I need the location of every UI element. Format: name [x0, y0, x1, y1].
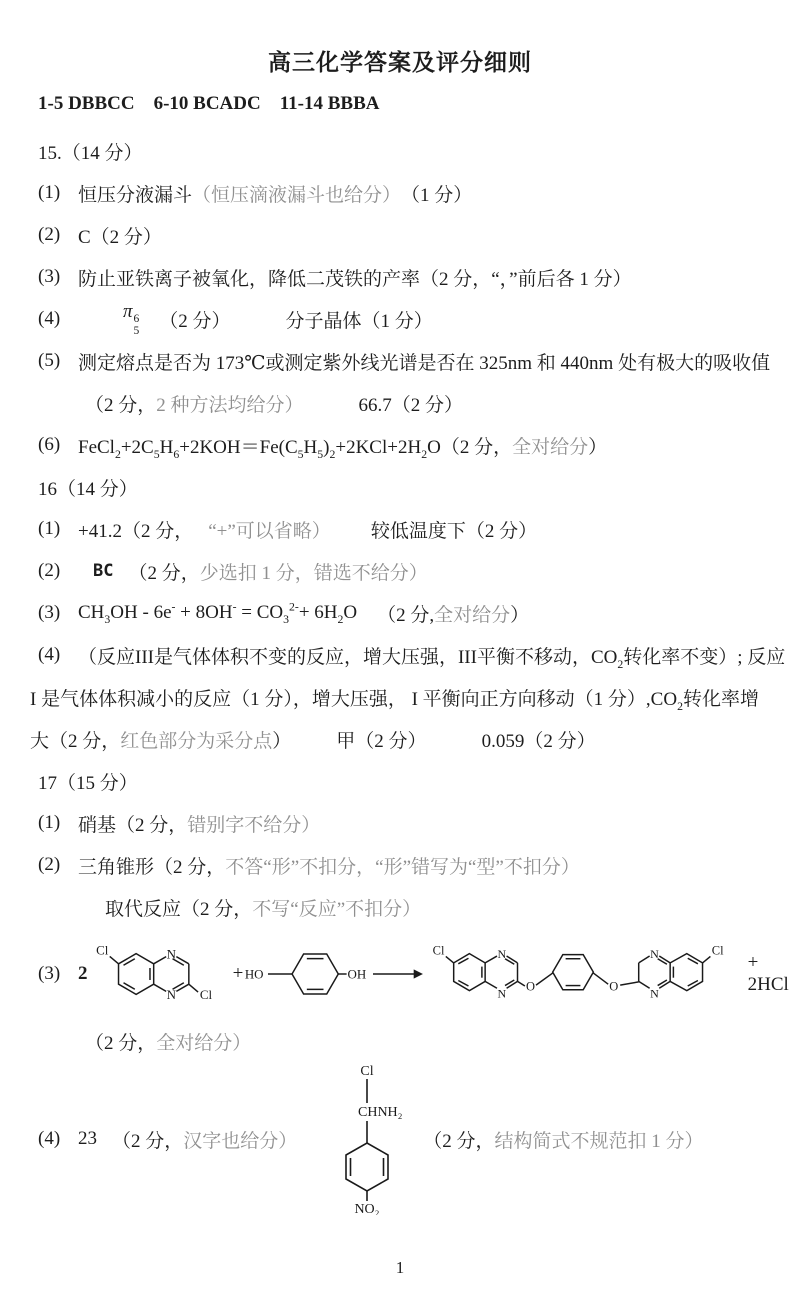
item-number: (4)	[38, 308, 61, 329]
answer-text: 大（2 分，	[30, 730, 121, 752]
q15-item-6	[0, 424, 800, 466]
nitrogen-atom: N	[497, 986, 507, 1001]
chlorine-atom: Cl	[199, 986, 212, 1002]
q15-item-2	[0, 214, 800, 256]
q17-header: 17（15 分）	[38, 772, 138, 794]
score-text: （2 分,	[377, 604, 435, 626]
central-benzene-ring	[553, 955, 594, 990]
score-close: ）	[272, 730, 292, 752]
left-quinoxaline	[433, 944, 518, 1001]
grading-note: 2 种方法均给分）	[156, 394, 304, 416]
plus-sign: +	[232, 963, 244, 984]
q17-item-4	[0, 1062, 800, 1216]
item-number: (5)	[38, 350, 61, 371]
item-number: (4)	[38, 1128, 61, 1149]
item-number: (2)	[38, 224, 61, 245]
chlorine-atom: Cl	[360, 1064, 374, 1079]
grading-note: “+”可以省略）	[208, 520, 331, 542]
item-number: (6)	[38, 434, 61, 455]
byproduct-text: + 2HCl	[747, 952, 789, 995]
item-number: (1)	[38, 518, 61, 539]
score-text: （2 分，	[85, 1032, 157, 1054]
item-number: (4)	[38, 644, 61, 665]
q16-item-4-line2	[0, 676, 800, 718]
grading-note: 红色部分为采分点	[120, 730, 273, 752]
benzene-ring	[346, 1143, 388, 1191]
score-close: ）	[588, 436, 608, 458]
q16-item-4-line3	[0, 718, 800, 760]
answer-text: 取代反应（2 分，	[105, 898, 253, 920]
nitrogen-atom: N	[166, 946, 176, 962]
nitro-group: NO₂	[354, 1202, 380, 1215]
grading-note: 错别字不给分）	[187, 814, 321, 836]
answer-text: （反应III是气体体积不变的反应，增大压强，III平衡不移动，$CO_2$转化率不变）; 反应	[78, 646, 786, 671]
answer-text: 硝基（2 分，	[78, 814, 188, 836]
score-text: （2 分，	[440, 436, 513, 458]
answer-text: 测定熔点是否为 173℃或测定紫外线光谱是否在 325nm 和 440nm 处有极大的吸收值	[78, 352, 771, 374]
grading-note: 结构简式不规范扣 1 分）	[494, 1130, 704, 1152]
pyrazine-ring	[153, 946, 188, 1002]
right-ether-linkage	[593, 973, 638, 994]
hydroxyl-group: OH	[347, 966, 367, 982]
nitrogen-atom: N	[649, 986, 659, 1001]
answer-text: 较低温度下（2 分）	[370, 520, 538, 542]
q15-item-3	[0, 256, 800, 298]
stoichiometric-coefficient: 2	[78, 963, 88, 984]
hydroxyl-group: HO	[245, 966, 264, 982]
item-number: (1)	[38, 182, 61, 203]
reaction-arrow	[373, 966, 423, 982]
nitrogen-atom: N	[497, 946, 507, 961]
q16-item-1	[0, 508, 800, 550]
q15-header: 15.（14 分）	[38, 142, 143, 164]
grading-note: 不答“形”不扣分，“形”错写为“型”不扣分）	[225, 856, 580, 878]
answer-text: 66.7（2 分）	[358, 394, 464, 416]
answer-text: BC	[93, 561, 114, 581]
q16-header: 16（14 分）	[38, 478, 138, 500]
answer-text: 甲（2 分）	[336, 730, 427, 752]
grading-note: 少选扣 1 分，错选不给分）	[199, 562, 428, 584]
benzene-ring	[292, 954, 338, 994]
answer-text: 三角锥形（2 分，	[78, 856, 226, 878]
item-number: (2)	[38, 560, 61, 581]
answer-text: 恒压分液漏斗	[78, 184, 193, 206]
item-number: (3)	[38, 963, 61, 984]
chnh2-group: CHNH₂	[358, 1105, 403, 1120]
left-ether-linkage	[517, 973, 552, 994]
grading-note: 全对给分）	[156, 1032, 252, 1054]
q17-item-3-score	[0, 1020, 800, 1062]
answer-text: 0.059（2 分）	[481, 730, 596, 752]
score-text: （2 分）	[159, 310, 231, 332]
score-text: （2 分，	[112, 1130, 184, 1152]
nitrogen-atom: N	[649, 946, 659, 961]
q17-item-3-reaction	[0, 928, 800, 1020]
answer-text: 分子晶体（1 分）	[285, 310, 433, 332]
answer-text: 23	[78, 1128, 97, 1149]
hydroquinone-structure	[243, 945, 371, 1003]
q15-item-4	[0, 298, 800, 340]
grading-note: 全对给分	[434, 604, 511, 626]
dichloroquinoxaline-structure	[88, 928, 223, 1020]
grading-note: 全对给分	[512, 436, 589, 458]
q16-item-3	[0, 592, 800, 634]
item-number: (3)	[38, 266, 61, 287]
item-number: (2)	[38, 854, 61, 875]
chlorine-atom: Cl	[711, 943, 724, 958]
benzo-ring	[118, 954, 153, 995]
grading-note: （恒压滴液漏斗也给分）	[192, 184, 402, 206]
answer-text: I 是气体体积减小的反应（1 分），增大压强， I 平衡向正方向移动（1 分）$,CO_2$转化率增	[30, 688, 759, 713]
chloro-amino-methyl-nitrobenzene-structure	[331, 1063, 403, 1215]
score-text: （1 分）	[401, 184, 473, 206]
score-text: （2 分，	[85, 394, 157, 416]
diquinoxalinyl-ether-product-structure	[425, 928, 738, 1020]
pi-bond-formula: π 6 5	[123, 301, 140, 337]
page-number: 1	[395, 1258, 405, 1277]
q17-item-2	[0, 844, 800, 886]
q15-item-5-line2	[0, 382, 800, 424]
q16-item-4-line1	[0, 634, 800, 676]
answer-text: C（2 分）	[78, 226, 162, 248]
grading-note: 不写“反应”不扣分）	[252, 898, 422, 920]
q16-item-2	[0, 550, 800, 592]
grading-note: 汉字也给分）	[183, 1130, 298, 1152]
chlorine-atom: Cl	[95, 942, 108, 958]
score-text: （2 分，	[423, 1130, 495, 1152]
multiple-choice-answer-key: 1-5 DBBCC 6-10 BCADC 11-14 BBBA	[38, 93, 380, 114]
chemical-equation: $FeCl_2+2C_5H_6+2KOH=Fe(C_5H_5)_2+2KCl+2H_2O$	[78, 436, 441, 461]
answer-text: +41.2（2 分，	[78, 520, 194, 542]
page-title: 高三化学答案及评分细则	[268, 50, 532, 75]
item-number: (1)	[38, 812, 61, 833]
oxygen-atom: O	[609, 979, 619, 994]
right-quinoxaline	[639, 944, 724, 1001]
q15-item-5-line1	[0, 340, 800, 382]
oxygen-atom: O	[525, 979, 535, 994]
item-number: (3)	[38, 602, 61, 623]
q17-item-1	[0, 802, 800, 844]
answer-text: 防止亚铁离子被氧化，降低二茂铁的产率（2 分，“，”前后各 1 分）	[78, 268, 632, 290]
chemical-equation: $CH_3OH - 6e^- + 8OH^- = CO_3^{2-}+ 6H_2O$	[78, 600, 358, 626]
score-close: ）	[510, 604, 530, 626]
score-text: （2 分，	[128, 562, 200, 584]
chlorine-atom: Cl	[432, 943, 445, 958]
q17-item-2-line2	[0, 886, 800, 928]
nitrogen-atom: N	[166, 986, 176, 1002]
q15-item-1	[0, 172, 800, 214]
